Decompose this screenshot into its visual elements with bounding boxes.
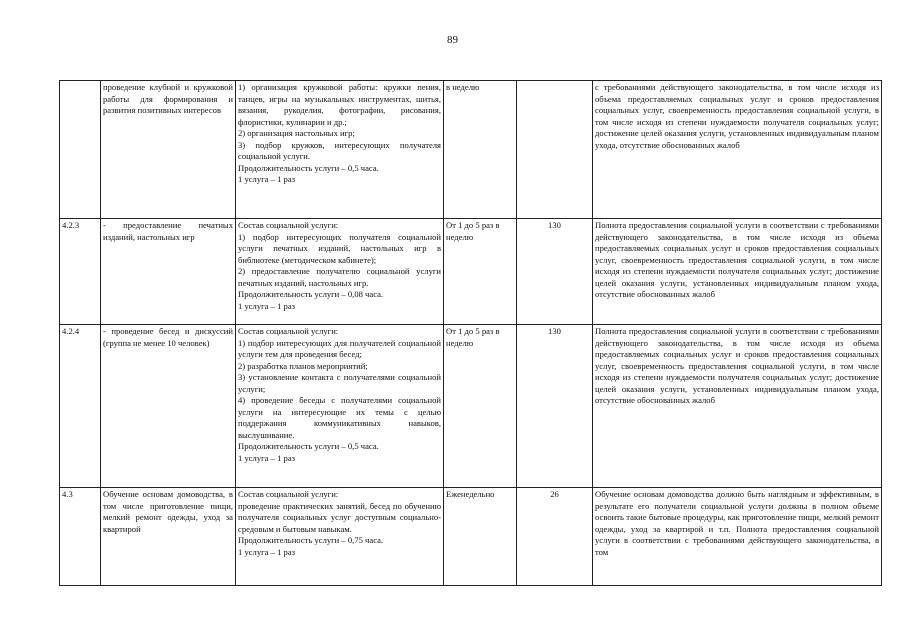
frequency-cell: От 1 до 5 раз в неделю [444, 325, 517, 488]
criteria-cell: Полнота предоставления социальной услуги в соответствии с требованиями действующего законодательства, в том числе исходя из объема предоставляемых социальных услуг и сроков предоставления социальных услуг, своевременность предоставления социальной услуги, в том числе исходя из степени нуждаемости получателя социальных услуг; достижение целей оказания услуги, установленных индивидуальным планом ухода, отсутствие обоснованных жалоб [593, 219, 882, 325]
count-cell: 130 [517, 325, 593, 488]
page-number: 89 [447, 34, 458, 46]
row-number-cell: 4.2.3 [60, 219, 101, 325]
table-row [60, 81, 882, 219]
service-description-cell [236, 81, 444, 219]
table-row [60, 219, 882, 325]
description-line: 4) проведение беседы с получателями социальной услуги на интересующие их темы с целью поддержания коммуникативных навыков, выслушивание. [238, 395, 441, 440]
frequency-cell: в неделю [444, 81, 517, 219]
count-cell: 26 [517, 488, 593, 586]
count-cell: 130 [517, 219, 593, 325]
description-line: Состав социальной услуги: [238, 220, 339, 230]
table-row [60, 488, 882, 586]
description-line: 2) разработка планов мероприятий; [238, 360, 368, 371]
description-line: Продолжительность услуги – 0,75 часа. [238, 535, 384, 546]
count-cell [517, 81, 593, 219]
services-table [59, 80, 882, 586]
description-line: 1 услуга – 1 раз [238, 452, 296, 463]
frequency-cell: От 1 до 5 раз в неделю [444, 219, 517, 325]
row-number-cell: 4.3 [60, 488, 101, 586]
service-name-cell: - проведение бесед и дискуссий (группа не менее 10 человек) [101, 325, 236, 488]
service-description-cell [236, 325, 444, 488]
service-name-cell: Обучение основам домоводства, в том числе приготовление пищи, мелкий ремонт одежды, уход за квартирой [101, 488, 236, 586]
description-line: Продолжительность услуги – 0,08 часа. [238, 289, 384, 300]
description-line: Продолжительность услуги – 0,5 часа. [238, 441, 379, 452]
criteria-cell: Полнота предоставления социальной услуги в соответствии с требованиями действующего законодательства, в том числе исходя из объема предоставляемых социальных услуг и сроков предоставления социальных услуг, своевременность предоставления социальной услуги, в том числе исходя из степени нуждаемости получателя социальных услуг; достижение целей оказания услуги, установленных индивидуальным планом ухода, отсутствие обоснованных жалоб [593, 325, 882, 488]
description-line: 1 услуга – 1 раз [238, 546, 296, 557]
description-line: 3) установление контакта с получателями социальной услуги; [238, 372, 441, 394]
description-line: 1 услуга – 1 раз [238, 300, 296, 311]
description-line: 1) подбор интересующих получателя социальной услуги печатных изданий, настольных игр в библиотеке (методическом кабинете); [238, 231, 441, 265]
frequency-cell: Еженедельно [444, 488, 517, 586]
description-line: 2) предоставление получателю социальной услуги печатных изданий, настольных игр. [238, 266, 441, 288]
service-description-cell [236, 219, 444, 325]
description-line: 1) организация кружковой работы: кружки пения, танцев, игры на музыкальных инструментах, шитья, вязания, рукоделия, фотографии, рисования, флористики, кулинарии и др.; [238, 82, 441, 127]
description-line: 2) организация настольных игр; [238, 128, 355, 139]
description-line: Состав социальной услуги: [238, 489, 339, 499]
description-line: 3) подбор кружков, интересующих получателя социальной услуги. [238, 139, 441, 162]
service-name-cell: проведение клубной и кружковой работы для формирования и развития позитивных интересов [101, 81, 236, 219]
description-line: Продолжительность услуги – 0,5 часа. [238, 162, 379, 173]
description-line: Состав социальной услуги: [238, 326, 339, 336]
description-line: 1) подбор интересующих для получателей социальной услуги тем для проведения бесед; [238, 337, 441, 360]
row-number-cell: 4.2.4 [60, 325, 101, 488]
row-number-cell [60, 81, 101, 219]
criteria-cell: с требованиями действующего законодательства, в том числе исходя из объема предоставляемых социальных услуг и сроков предоставления социальных услуг, своевременность предоставления социальной услуги, в том числе исходя из степени нуждаемости получателя социальных услуг; достижение целей оказания услуги, установленных индивидуальным планом ухода, отсутствие обоснованных жалоб [593, 81, 882, 219]
table-row [60, 325, 882, 488]
service-name-cell: - предоставление печатных изданий, настольных игр [101, 219, 236, 325]
criteria-cell: Обучение основам домоводства должно быть наглядным и эффективным, в результате его получатели социальной услуги должны в полном объеме освоить такие бытовые процедуры, как приготовление пищи, мелкий ремонт одежды, уход за квартирой и т.п. Полнота предоставления социальной услуги в соответствии с требованиями действующего законодательства, в том [593, 488, 882, 586]
description-line: проведение практических занятий, бесед по обучению получателя социальных услуг доступным социально-средовым и бытовым навыкам. [238, 500, 441, 534]
description-line: 1 услуга – 1 раз [238, 174, 296, 185]
service-description-cell [236, 488, 444, 586]
